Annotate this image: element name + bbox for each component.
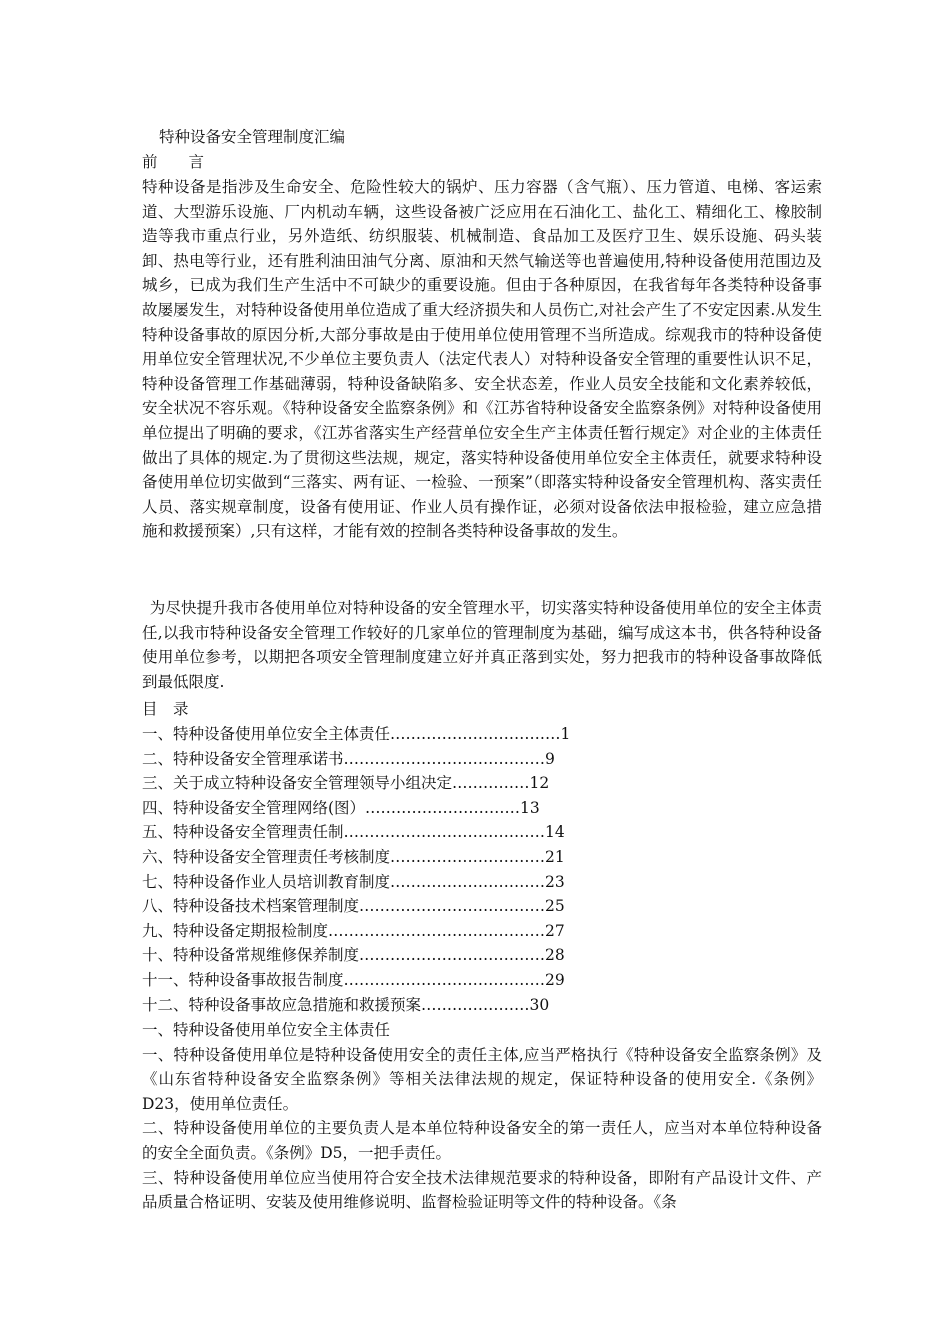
section-paragraph: 一、特种设备使用单位是特种设备使用安全的责任主体,应当严格执行《特种设备安全监察条例》及《山东省特种设备安全监察条例》等相关法律法规的规定，保证特种设备的使用安全.《条例》D23，使用单位责任。 [142, 1045, 822, 1113]
toc-heading: 目 录 [142, 700, 189, 718]
preface-text: 为尽快提升我市各使用单位对特种设备的安全管理水平，切实落实特种设备使用单位的安全主体责任,以我市特种设备安全管理工作较好的几家单位的管理制度为基础，编写成这本书，供各特种设备使用单位参考，以期把各项安全管理制度建立好并真正落到实处，努力把我市的特种设备事故降低到最低限度. [142, 599, 822, 691]
preface-heading: 前 言 [142, 153, 205, 171]
document-title: 特种设备安全管理制度汇编 [159, 128, 346, 146]
preface-paragraph-1 [142, 175, 822, 544]
toc-item: 一、特种设备使用单位安全主体责任……………………………1 [142, 725, 571, 743]
toc-item: 十一、特种设备事故报告制度…………………………………29 [142, 970, 565, 989]
section-1 [142, 1018, 822, 1215]
toc-item: 十、特种设备常规维修保养制度………………………………28 [142, 946, 565, 965]
section-paragraph: 三、特种设备使用单位应当使用符合安全技术法律规范要求的特种设备，即附有产品设计文件、产品质量合格证明、安装及使用维修说明、监督检验证明等文件的特种设备。《条 [142, 1168, 822, 1212]
section-heading: 一、特种设备使用单位安全主体责任 [142, 1021, 391, 1039]
toc-item: 九、特种设备定期报检制度……………………………………27 [142, 921, 565, 940]
toc-item: 二、特种设备安全管理承诺书…………………………………9 [142, 749, 555, 768]
toc-item: 五、特种设备安全管理责任制…………………………………14 [142, 823, 565, 842]
preface-text: 特种设备是指涉及生命安全、危险性较大的锅炉、压力容器（含气瓶）、压力管道、电梯、客运索道、大型游乐设施、厂内机动车辆，这些设备被广泛应用在石油化工、盐化工、精细化工、橡胶制造等我市重点行业，另外造纸、纺织服装、机械制造、食品加工及医疗卫生、娱乐设施、码头装卸、热电等行业，还有胜利油田油气分离、原油和天然气输送等也普遍使用,特种设备使用范围边及城乡，已成为我们生产生活中不可缺少的重要设施。但由于各种原因，在我省每年各类特种设备事故屡屡发生，对特种设备使用单位造成了重大经济损失和人员伤亡,对社会产生了不安定因素.从发生特种设备事故的原因分析,大部分事故是由于使用单位使用管理不当所造成。综观我市的特种设备使用单位安全管理状况,不少单位主要负责人（法定代表人）对特种设备安全管理的重要性认识不足，特种设备管理工作基础薄弱，特种设备缺陷多、安全状态差，作业人员安全技能和文化素养较低，安全状况不容乐观。《特种设备安全监察条例》和《江苏省特种设备安全监察条例》对特种设备使用单位提出了明确的要求，《江苏省落实生产经营单位安全生产主体责任暂行规定》对企业的主体责任做出了具体的规定.为了贯彻这些法规，规定，落实特种设备使用单位安全主体责任，就要求特种设备使用单位切实做到“三落实、两有证、一检验、一预案”（即落实特种设备安全管理机构、落实责任人员、落实规章制度，设备有使用证、作业人员有操作证，必须对设备依法申报检验，建立应急措施和救援预案）,只有这样，才能有效的控制各类特种设备事故的发生。 [142, 178, 822, 541]
toc-item: 十二、特种设备事故应急措施和救援预案…………………30 [142, 995, 550, 1014]
toc-item: 四、特种设备安全管理网络(图）…………………………13 [142, 798, 540, 817]
toc-item: 八、特种设备技术档案管理制度………………………………25 [142, 897, 565, 916]
section-paragraph: 二、特种设备使用单位的主要负责人是本单位特种设备安全的第一责任人，应当对本单位特种设备的安全全面负责。《条例》D5，一把手责任。 [142, 1119, 822, 1162]
toc-item: 三、关于成立特种设备安全管理领导小组决定……………12 [142, 774, 550, 793]
preface-paragraph-2 [142, 596, 822, 694]
toc-item: 七、特种设备作业人员培训教育制度…………………………23 [142, 872, 565, 891]
toc-item: 六、特种设备安全管理责任考核制度…………………………21 [142, 847, 565, 866]
table-of-contents [142, 722, 822, 1017]
